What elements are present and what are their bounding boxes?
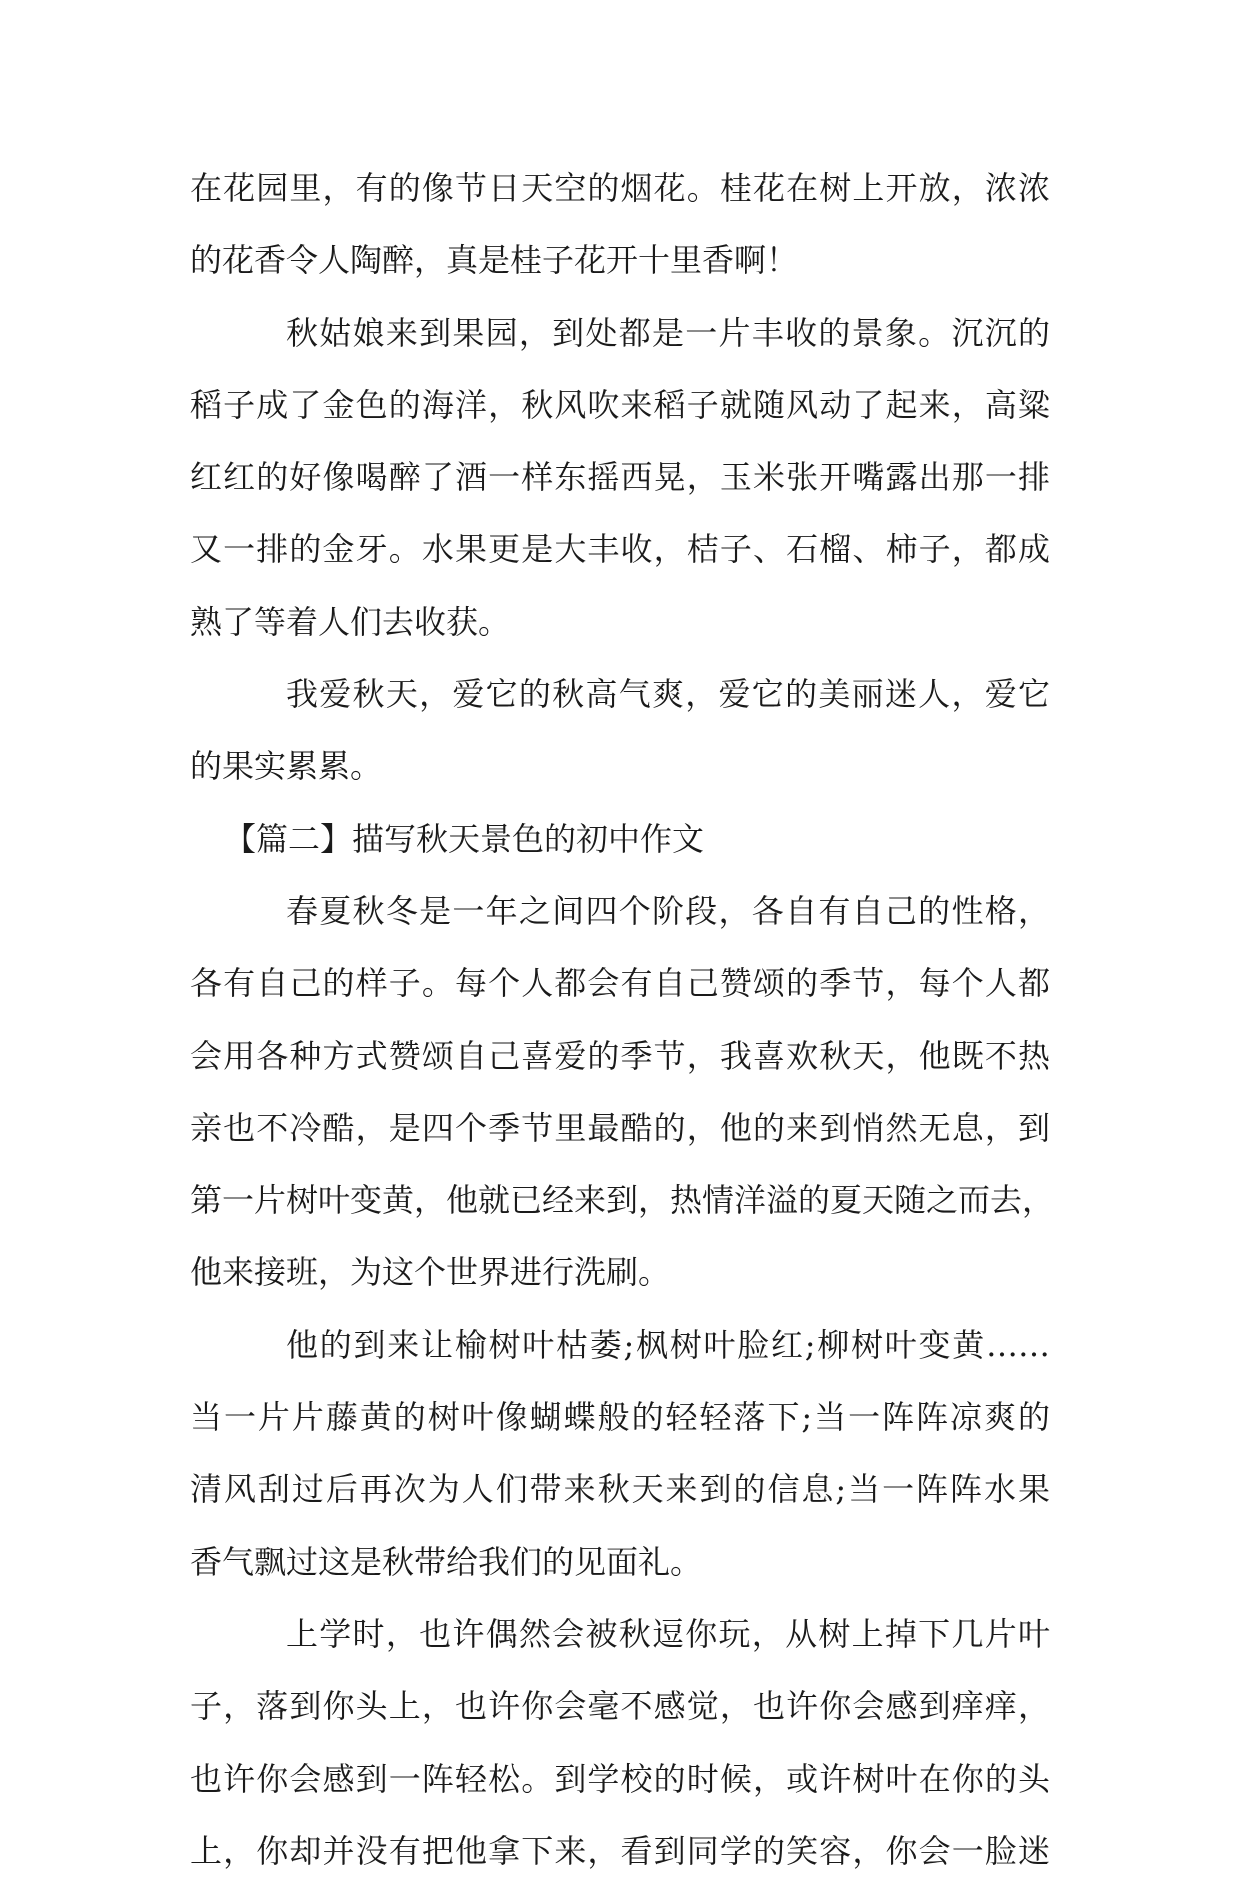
paragraph-start-line: 秋姑娘来到果园，到处都是一片丰收的景象。沉沉的 — [286, 313, 1050, 352]
document-page — [190, 152, 1055, 1887]
text-line: 在花园里，有的像节日天空的烟花。桂花在树上开放，浓浓 — [190, 169, 1050, 207]
text-line: 熟了等着人们去收获。 — [190, 602, 511, 641]
text-line: 香气飘过这是秋带给我们的见面礼。 — [190, 1542, 703, 1581]
text-line: 亲也不冷酷，是四个季节里最酷的，他的来到悄然无息，到 — [190, 1108, 1050, 1147]
section-heading: 【篇二】描写秋天景色的初中作文 — [224, 819, 705, 858]
text-line: 的花香令人陶醉，真是桂子花开十里香啊！ — [190, 241, 799, 280]
paragraph-start-line: 他的到来让榆树叶枯萎;枫树叶脸红;柳树叶变黄…… — [286, 1325, 1050, 1364]
text-line: 子，落到你头上，也许你会毫不感觉，也许你会感到痒痒， — [190, 1687, 1050, 1726]
text-line: 也许你会感到一阵轻松。到学校的时候，或许树叶在你的头 — [190, 1759, 1050, 1798]
text-line: 他来接班，为这个世界进行洗刷。 — [190, 1253, 671, 1292]
text-line: 各有自己的样子。每个人都会有自己赞颂的季节，每个人都 — [190, 964, 1050, 1003]
text-line: 当一片片藤黄的树叶像蝴蝶般的轻轻落下;当一阵阵凉爽的 — [190, 1398, 1050, 1437]
text-line: 清风刮过后再次为人们带来秋天来到的信息;当一阵阵水果 — [190, 1470, 1050, 1509]
text-line: 会用各种方式赞颂自己喜爱的季节，我喜欢秋天，他既不热 — [190, 1036, 1050, 1075]
paragraph-start-line: 春夏秋冬是一年之间四个阶段，各自有自己的性格， — [286, 891, 1050, 930]
text-line: 第一片树叶变黄，他就已经来到，热情洋溢的夏天随之而去， — [190, 1181, 1055, 1220]
paragraph-start-line: 上学时，也许偶然会被秋逗你玩，从树上掉下几片叶 — [286, 1614, 1050, 1653]
text-line: 上，你却并没有把他拿下来，看到同学的笑容，你会一脸迷 — [190, 1831, 1050, 1870]
text-line: 又一排的金牙。水果更是大丰收，桔子、石榴、柿子，都成 — [190, 530, 1050, 569]
text-line: 红红的好像喝醉了酒一样东摇西晃，玉米张开嘴露出那一排 — [190, 458, 1050, 497]
paragraph-start-line: 我爱秋天，爱它的秋高气爽，爱它的美丽迷人，爱它 — [286, 675, 1050, 714]
text-line: 稻子成了金色的海洋，秋风吹来稻子就随风动了起来，高粱 — [190, 385, 1050, 424]
text-line: 的果实累累。 — [190, 747, 383, 786]
